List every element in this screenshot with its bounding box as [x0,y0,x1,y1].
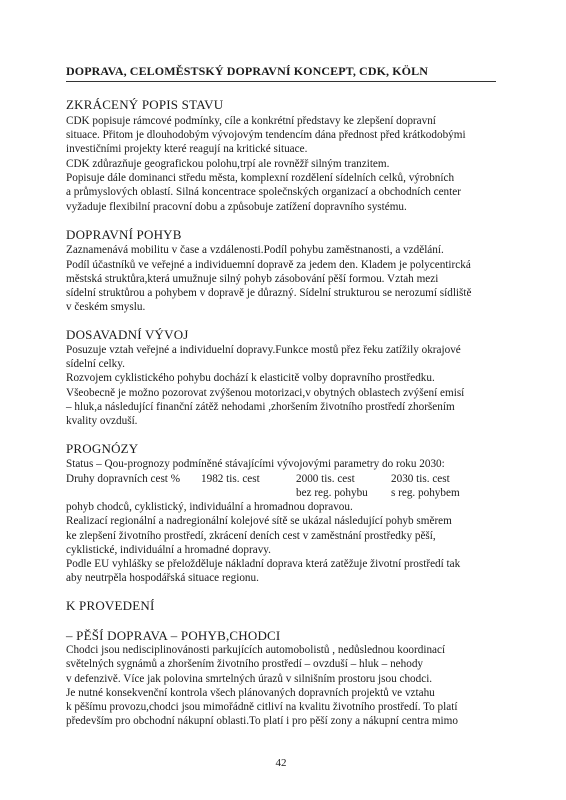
paragraph-line: v defenzivě. Více jak polovina smrtelných úrazů v silnišním prostoru jsou chodci. [66,673,433,685]
paragraph-line: CDK popisuje rámcové podmínky, cíle a konkrétní představy ke zlepšení dopravní [66,115,436,127]
paragraph-line: městská struktůra,která umužnuje silný pohyb zásobování pěší formou. Vztah mezi [66,273,439,285]
paragraph-line: situace. Přitom je dlouhodobým vývojovým tendencím dána přednost před krátkodobými [66,129,466,141]
section-heading-dopravni-pohyb: DOPRAVNÍ POHYB [66,227,182,242]
paragraph-line: sídelní celky. [66,358,125,370]
paragraph-line: Chodci jsou nedisciplinovánosti parkujících automobolistů , nedůslednou koordinací [66,644,446,656]
paragraph-line: aby neutrpěla hospodářská situace regionu. [66,572,259,584]
paragraph-line: především pro obchodní nákupní oblasti.To platí i pro pěší zony a nákupní centra mimo [66,715,458,727]
paragraph-line: Rozvojem cyklistického pohybu dochází k elasticitě volby dopravního prostředku. [66,372,435,384]
section-heading-pesi-doprava: – PĚŠÍ DOPRAVA – POHYB,CHODCI [66,628,281,643]
paragraph-line: Všeobecně je možno pozorovat zvýšenou motorizaci,v obytných oblastech zvýšení emisí [66,387,465,399]
table-col-1982: 1982 tis. cest [201,473,260,485]
paragraph-line: Je nutné konsekvenční kontrola všech plánovaných dopravních projektů ve vztahu [66,687,435,699]
table-col-2000-sub: bez reg. pohybu [296,487,368,499]
page-number: 42 [275,757,287,769]
section-heading-dosavadni-vyvoj: DOSAVADNÍ VÝVOJ [66,327,189,342]
table-col-2030: 2030 tis. cest [391,473,450,485]
paragraph-line: cyklistické, individuální a hromadné dopravy. [66,544,271,556]
title-divider [66,81,496,82]
paragraph-line: Posuzuje vztah veřejné a individuelní dopravy.Funkce mostů přez řeku zatížily okrajové [66,344,461,356]
paragraph-line: vyžaduje flexibilní pracovní dobu a způsobuje zatížení dopravního systému. [66,201,407,213]
paragraph-line: investičními projekty které reagují na kritické situace. [66,143,308,155]
paragraph-line: Realizací regionální a nadregionální kolejové sítě se ukázal následující pohyb směrem [66,515,452,527]
paragraph-line: světelných sygnámů a zhoršením životního prostředí – ovzduší – hluk – nehody [66,658,424,670]
paragraph-line: Status – Qou-prognozy podmíněné stávajícími vývojovými parametry do roku 2030: [66,458,445,470]
table-label: Druhy dopravních cest % [66,473,181,485]
paragraph-line: kvality ovzduší. [66,415,138,427]
section-heading-prognozy: PROGNÓZY [66,441,139,456]
paragraph-line: Popisuje dále dominanci středu města, komplexní rozdělení sídelních celků, výrobních [66,172,455,184]
table-col-2000: 2000 tis. cest [296,473,355,485]
paragraph-line: a průmyslových oblastí. Silná koncentrace společnských organizací a obchodních center [66,186,461,198]
paragraph-line: ke zlepšení životního prostředí, zkrácení deních cest v zaměstnání prostředky pěší, [66,530,436,542]
paragraph-line: pohyb chodců, cyklistický, individuální a hromadnou dopravou. [66,501,353,513]
paragraph-line: Podíl účastníků ve veřejné a individuemní dopravě za jedem den. Kladem je polycentircká [66,259,471,271]
paragraph-line: k pěšímu provozu,chodci jsou mimořádně citliví na kvalitu životního prostředí. To platí [66,701,458,713]
paragraph-line: sídelní struktůrou a pohybem v dopravě je důrazný. Sídelní strukturou se nerozumí sídliště [66,287,472,299]
paragraph-line: Zaznamenává mobilitu v čase a vzdálenosti.Podíl pohybu zaměstnanosti, a vzdělání. [66,244,444,256]
table-col-2030-sub: s reg. pohybem [391,487,460,499]
paragraph-line: v českém smyslu. [66,301,146,313]
section-heading-k-provedeni: K PROVEDENÍ [66,598,155,613]
section-heading-popis-stavu: ZKRÁCENÝ POPIS STAVU [66,97,224,112]
page-title: DOPRAVA, CELOMĚSTSKÝ DOPRAVNÍ KONCEPT, CDK, KÖLN [66,64,428,78]
paragraph-line: CDK zdůrazňuje geografickou polohu,trpí ale rovněžř silným tranzitem. [66,158,390,170]
paragraph-line: – hluk,a následující finanční zátěž nehodami ,zhoršením životního prostředí zhoršením [66,401,455,413]
paragraph-line: Podle EU vyhlášky se přeložděluje nákladní doprava která zatěžuje životní prostředí tak [66,558,461,570]
